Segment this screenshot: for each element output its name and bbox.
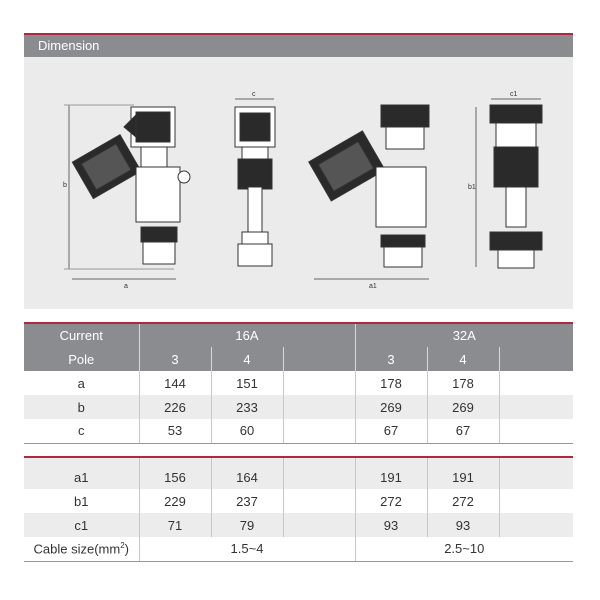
table-cell: 272 [355,489,427,513]
label-b1: b1 [468,184,476,191]
table-cell: 67 [355,419,427,443]
table-cell-empty [499,489,573,513]
cable-size-row [24,537,573,561]
table-row [24,395,573,419]
plug-32a-side-drawing [309,105,429,279]
current-32a: 32A [355,323,573,347]
plug-16a-front-drawing [235,99,275,266]
cable-label-sup: 2 [120,541,125,551]
table-cell: 272 [427,489,499,513]
label-c: c [252,91,256,98]
dimension-title: Dimension [38,38,100,53]
spacer-cell [139,457,211,465]
dimension-drawing [24,57,573,309]
cable-label-text: Cable size(mm [33,541,121,557]
plug-32a-front-drawing [476,99,542,268]
row-label: b1 [24,489,139,513]
row-label: a1 [24,465,139,489]
label-a1: a1 [369,283,377,290]
row-label: b [24,395,139,419]
table-cell: 178 [355,371,427,395]
current-label: Current [24,323,139,347]
table-cell-empty [499,419,573,443]
table-cell: 164 [211,465,283,489]
table-cell: 151 [211,371,283,395]
table-cell: 53 [139,419,211,443]
table-cell: 269 [427,395,499,419]
pole-16a-3: 3 [139,347,211,371]
table-cell-empty [499,465,573,489]
table-cell: 233 [211,395,283,419]
table-row [24,465,573,489]
label-b: b [63,182,67,189]
table-cell-empty [283,419,355,443]
spacer-cell [211,457,283,465]
dimension-header [24,33,573,57]
table-cell: 60 [211,419,283,443]
table-cell: 93 [355,513,427,537]
row-label: a [24,371,139,395]
dimension-table-1 [24,322,573,444]
current-row [24,323,573,347]
spacer-cell [427,457,499,465]
table-cell: 67 [427,419,499,443]
spacer-cell [283,457,355,465]
table-cell-empty [283,395,355,419]
table-cell: 191 [427,465,499,489]
table-cell: 144 [139,371,211,395]
table-cell-empty [499,371,573,395]
pole-16a-4: 4 [211,347,283,371]
table-cell: 229 [139,489,211,513]
table-cell: 156 [139,465,211,489]
cable-size-16a: 1.5~4 [139,537,355,561]
table-cell-empty [283,371,355,395]
plug-16a-side-drawing [64,105,190,279]
row-label: c [24,419,139,443]
cable-size-label [24,537,139,561]
table-cell: 269 [355,395,427,419]
pole-32a-3: 3 [355,347,427,371]
table-cell: 191 [355,465,427,489]
table-row [24,513,573,537]
table-cell: 237 [211,489,283,513]
label-c1: c1 [510,91,518,98]
cable-size-32a: 2.5~10 [355,537,573,561]
spacer-cell [499,457,573,465]
table-cell: 93 [427,513,499,537]
table-cell: 178 [427,371,499,395]
pole-16a-empty [283,347,355,371]
pole-32a-empty [499,347,573,371]
row-label: c1 [24,513,139,537]
pole-label: Pole [24,347,139,371]
label-a: a [124,283,128,290]
table-cell-empty [283,465,355,489]
table-cell-empty [283,489,355,513]
table-cell-empty [499,395,573,419]
table-cell: 226 [139,395,211,419]
pole-row [24,347,573,371]
spacer-cell [355,457,427,465]
table-row [24,371,573,395]
spacer-row [24,457,573,465]
table-cell: 71 [139,513,211,537]
table-row [24,489,573,513]
spacer-cell [24,457,139,465]
cable-label-end: ) [124,541,129,557]
dimension-table-2 [24,456,573,562]
table-row [24,419,573,443]
table-cell: 79 [211,513,283,537]
table-cell-empty [283,513,355,537]
pole-32a-4: 4 [427,347,499,371]
table-cell-empty [499,513,573,537]
current-16a: 16A [139,323,355,347]
